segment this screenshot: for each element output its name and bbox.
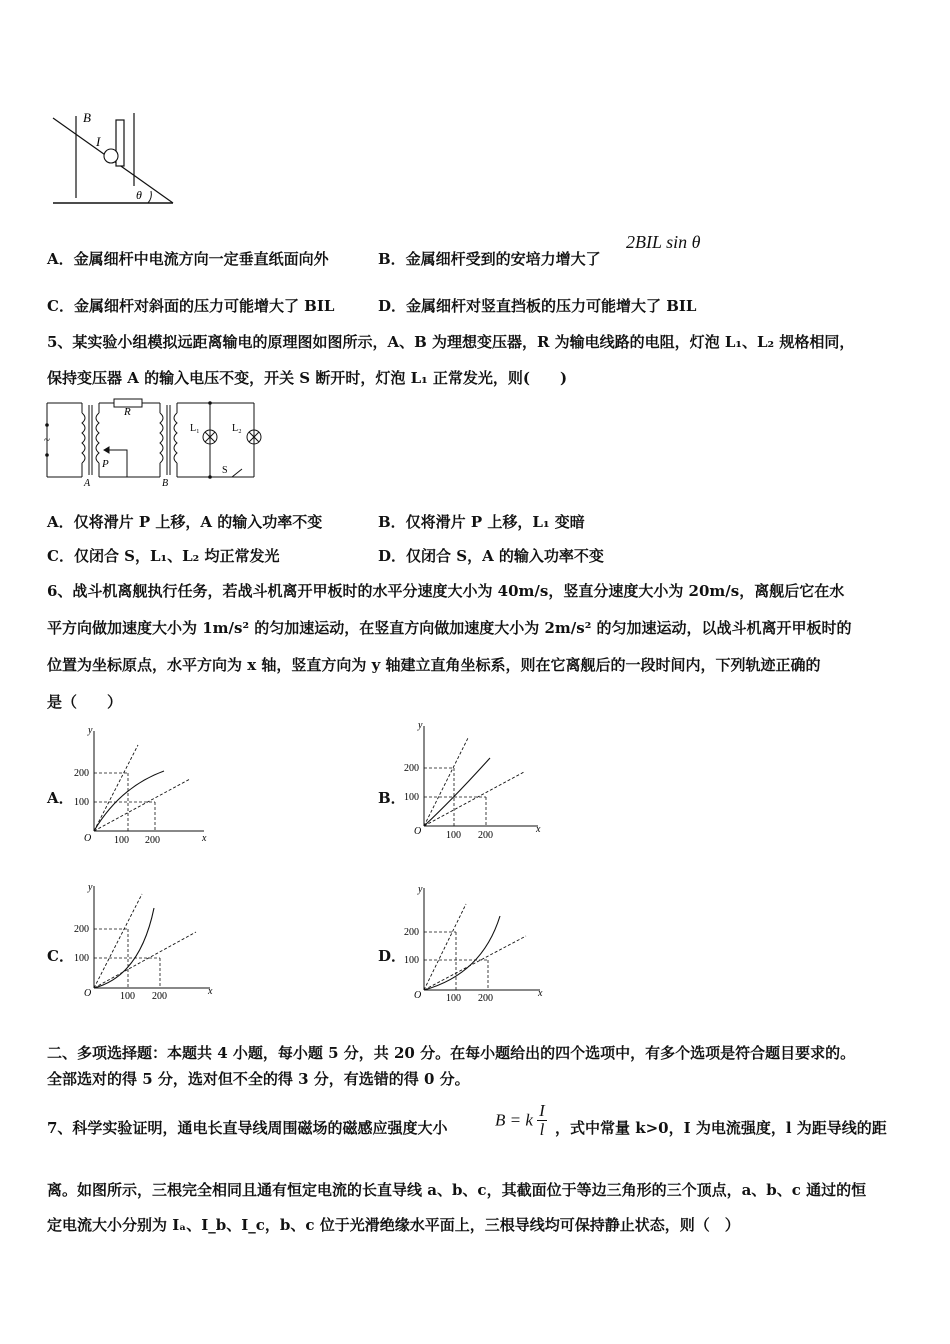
graph-a-y-100: 100 xyxy=(74,797,89,808)
graph-d-y-200: 200 xyxy=(404,927,419,938)
field-b-label: B xyxy=(83,110,91,125)
graph-b-y-axis: y xyxy=(418,720,423,731)
graph-d-x-200: 200 xyxy=(478,993,493,1004)
incline-figure xyxy=(48,108,178,208)
graph-a-x-200: 200 xyxy=(145,835,160,846)
graph-b-y-200: 200 xyxy=(404,763,419,774)
q4-option-c[interactable]: C．金属细杆对斜面的压力可能增大了 BIL xyxy=(47,297,335,315)
graph-b-origin: O xyxy=(414,826,422,837)
q5-option-b[interactable]: B．仅将滑片 P 上移，L₁ 变暗 xyxy=(378,513,585,531)
q7-formula-numerator: I xyxy=(539,1101,545,1120)
graph-c-x-axis: x xyxy=(208,986,213,997)
trajectory-graph-a xyxy=(74,725,210,847)
q6-stem-line1: 6、战斗机离舰执行任务，若战斗机离开甲板时的水平分速度大小为 40m/s，竖直分速度大小为 20m/s，离舰后它在水 xyxy=(47,582,845,600)
trajectory-graph-b xyxy=(406,720,546,842)
section2-heading-line1: 二、多项选择题：本题共 4 小题，每小题 5 分，共 20 分。在每小题给出的四个选项中，有多个选项是符合题目要求的。 xyxy=(47,1044,856,1062)
q4-option-b[interactable] xyxy=(378,248,601,269)
q5-stem-line2: 保持变压器 A 的输入电压不变，开关 S 断开时，灯泡 L₁ 正常发光，则( ) xyxy=(47,369,568,387)
graph-a-x-axis: x xyxy=(202,833,207,844)
graph-c-x-200: 200 xyxy=(152,991,167,1002)
graph-c-y-200: 200 xyxy=(74,924,89,935)
q5-option-c[interactable]: C．仅闭合 S，L₁、L₂ 均正常发光 xyxy=(47,547,280,565)
q7-stem-line2: 离。如图所示，三根完全相同且通有恒定电流的长直导线 a、b、c，其截面位于等边三角形的三个顶点，a、b、c 通过的恒 xyxy=(47,1181,867,1199)
q5-option-d[interactable]: D．仅闭合 S，A 的输入功率不变 xyxy=(378,547,604,565)
q5-option-a[interactable]: A．仅将滑片 P 上移，A 的输入功率不变 xyxy=(47,513,323,531)
q6-stem-line3: 位置为坐标原点，水平方向为 x 轴，竖直方向为 y 轴建立直角坐标系，则在它离舰后的一段时间内，下列轨迹正确的 xyxy=(47,656,821,674)
transformer-a-label: A xyxy=(84,478,91,489)
q7-formula xyxy=(495,1102,547,1139)
graph-a-x-100: 100 xyxy=(114,835,129,846)
graph-b-y-100: 100 xyxy=(404,792,419,803)
graph-c-x-100: 100 xyxy=(120,991,135,1002)
trajectory-graph-d xyxy=(406,882,546,1004)
q6-stem-line4: 是（ ） xyxy=(47,693,123,711)
graph-a-y-200: 200 xyxy=(74,768,89,779)
graph-c-y-axis: y xyxy=(88,882,93,893)
angle-theta-label: θ xyxy=(136,188,142,202)
graph-c-label[interactable]: C． xyxy=(47,947,74,965)
q7-stem-line3: 定电流大小分别为 Iₐ、I_b、I_c，b、c 位于光滑绝缘水平面上，三根导线均可保持静止状态，则（ ） xyxy=(47,1216,740,1234)
graph-c-y-100: 100 xyxy=(74,953,89,964)
graph-a-y-axis: y xyxy=(88,725,93,736)
graph-b-x-axis: x xyxy=(536,824,541,835)
graph-d-x-axis: x xyxy=(538,988,543,999)
lamp-l2-label: L₂ xyxy=(232,423,242,434)
q7-stem-line1-post: ，式中常量 k>0，I 为电流强度，l 为距导线的距 xyxy=(555,1119,887,1137)
q4-option-b-formula: 2BIL sin θ xyxy=(626,232,701,252)
graph-a-label[interactable]: A． xyxy=(47,789,74,807)
q4-option-a[interactable]: A．金属细杆中电流方向一定垂直纸面向外 xyxy=(47,250,329,268)
transformer-b-label: B xyxy=(162,478,169,489)
graph-d-y-axis: y xyxy=(418,884,423,895)
ac-source-symbol: ~ xyxy=(44,434,50,446)
resistor-r-label: R xyxy=(124,406,131,418)
graph-c-origin: O xyxy=(84,988,92,999)
graph-d-label[interactable]: D． xyxy=(378,947,407,965)
trajectory-graph-c xyxy=(74,880,215,1002)
q4-option-d[interactable]: D．金属细杆对竖直挡板的压力可能增大了 BIL xyxy=(378,297,697,315)
q6-stem-line2: 平方向做加速度大小为 1m/s² 的匀加速运动，在竖直方向做加速度大小为 2m/s² 的匀加速运动，以战斗机离开甲板时的 xyxy=(47,619,852,637)
transmission-circuit xyxy=(42,395,272,487)
section2-heading-line2: 全部选对的得 5 分，选对但不全的得 3 分，有选错的得 0 分。 xyxy=(47,1070,470,1088)
q7-formula-denominator: l xyxy=(539,1119,545,1139)
graph-b-label[interactable]: B． xyxy=(378,789,406,807)
graph-b-x-100: 100 xyxy=(446,830,461,841)
current-i-label: I xyxy=(96,134,101,149)
graph-b-x-200: 200 xyxy=(478,830,493,841)
slider-p-label: P xyxy=(102,458,109,470)
q7-formula-lhs: B = k xyxy=(495,1110,533,1130)
q7-stem-line1-pre: 7、科学实验证明，通电长直导线周围磁场的磁感应强度大小 xyxy=(47,1119,448,1137)
graph-d-y-100: 100 xyxy=(404,955,419,966)
graph-d-origin: O xyxy=(414,990,422,1001)
q5-stem-line1: 5、某实验小组模拟远距离输电的原理图如图所示，A、B 为理想变压器，R 为输电线路的电阻，灯泡 L₁、L₂ 规格相同， xyxy=(47,333,855,351)
lamp-l1-label: L₁ xyxy=(190,423,200,434)
graph-d-x-100: 100 xyxy=(446,993,461,1004)
graph-a-origin: O xyxy=(84,833,92,844)
q4-option-b-text: B．金属细杆受到的安培力增大了 xyxy=(378,250,601,268)
switch-s-label: S xyxy=(222,465,228,476)
